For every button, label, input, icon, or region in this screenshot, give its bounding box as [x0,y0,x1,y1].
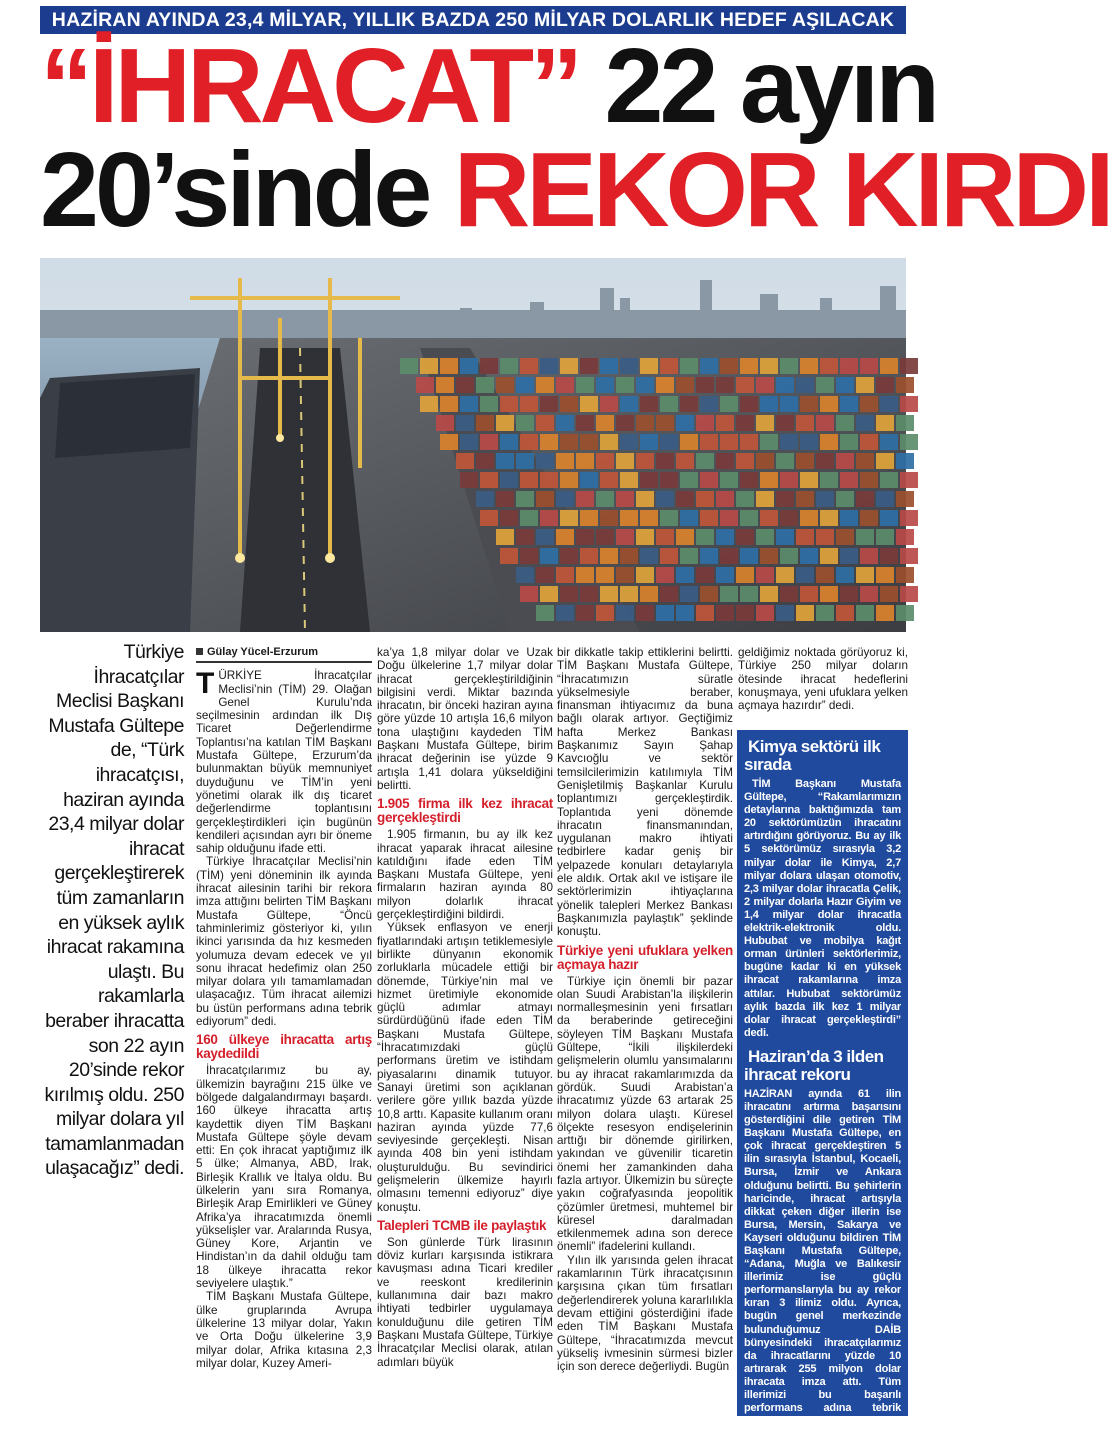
subheading: Türkiye yeni ufuklara yelken açmaya hazır [557,942,733,972]
headline-line2-black: 20’sinde [40,131,454,249]
paragraph: geldiğimiz noktada görüyoruz ki, Türkiye 250 milyar doların ötesinde ihracat hedeflerini konuşmaya, yeni ufuklara yelken açmaya hazırdır” dedi. [738,646,908,713]
paragraph: 1.905 firmanın, bu ay ilk kez ihracat yaparak ihracat ailesine katıldığını ifade eden TİM Başkanı Mustafa Gültepe, yeni firmaların haziran ayında 80 milyon dolarlık ihracat gerçekleştirdiğini bildirdi. [377,828,553,922]
box-paragraph [744,1088,901,1428]
lead-paragraph: Türkiye İhracatçılar Meclisi Başkanı Mustafa Gültepe de, “Türk ihracatçısı, haziran ayında 23,4 milyar dolar ihracat gerçekleştirerek tüm zamanların en yüksek aylık ihracat rakamına ulaştı. Bu rakamlarla beraber ihracatta son 22 ayın 20’sinde rekor kırılmış oldu. 250 milyar dolara yıl tamamlanmadan ulaşacağız” dedi. [44,641,184,1180]
paragraph: Yılın ilk yarısında gelen ihracat rakamlarının Türk ihracatçısının karşısına çıkan tüm fırsatları değerlendirerek yoluna kararlılıkla devam ettiğini gösterdiğini ifade eden TİM Başkanı Mustafa Gültepe, “İhracatımızda mevcut yükseliş ivmesinin sürmesi bizler için son derece değerliydi. Bugün [557,1253,733,1374]
article-column-1 [196,646,372,1370]
box-paragraph: TİM Başkanı Mustafa Gültepe, “Rakamlarımızın detaylarına baktığımızda tam 20 sektörümüzün ihracatını artırdığını görüyoruz. Bu ay ilk 5 sektörümüz sırasıyla 3,2 milyar dolar ile Kimya, 2,7 milyar dolara ulaşan otomotiv, 2,3 milyar dolar ihracatla Çelik, 2 milyar dolarla Hazır Giyim ve 1,4 milyar dolar ihracatla elektrik-elektronik oldu. Hububat ve mobilya kağıt orman ürünleri sektörlerimiz, bugüne kadar ki en yüksek ihracat rakamlarına imza attılar. Hububat sektörümüz aylık bazda ilk kez 1 milyar dolar ihracat gerçekleştirdi” dedi. [744,778,901,1039]
port-container-photo [40,258,906,632]
byline-text: Gülay Yücel-Erzurum [207,646,319,658]
subheading: 160 ülkeye ihracatta artış kaydedildi [196,1032,372,1062]
paragraph: bir dikkatle takip ettiklerini belirtti. TİM Başkanı Mustafa Gültepe, “İhracatımızın süratle yükselmesiyle beraber, finansman ihtiyacımız da buna bağlı olarak artıyor. Geçtiğimiz hafta Merkez Bankası Başkanımız Sayın Şahap Kavcıoğlu ve sektör temsilcilerimizin katılımıyla TİM Genişletilmiş Başkanlar Kurulu toplantımızı gerçekleştirdik. Toplantıda yeni dönemde ihracatın finansmanından, uygulanan makro ihtiyati tedbirlere kadar geniş bir yelpazede konuları detaylarıyla ele aldık. Ortak akıl ve istişare ile sektörlerimizin ihtiyaçlarına yönelik talepleri Merkez Bankası Başkanımızla paylaştık” şeklinde konuştu. [557,646,733,939]
headline-red-word: “İHRACAT” [40,27,580,145]
paragraph-text: ÜRKİYE İhracatçılar Meclisi’nin (TİM) 29. Olağan Genel Kurulu’nda seçilmesinin ardından ilk Dış Ticaret Değerlendirme Toplantısı’na katılan TİM Başkanı Mustafa Gültepe, Erzurum’da bulunmaktan büyük memnuniyet duyduğunu ve TİM’in yeni yönetimi olarak ilk dış ticaret değerlendirme toplantısını gerçekleştirdikleri için bugünün kendileri açısından ayrı bir öneme sahip olduğunu ifade etti. [196,669,372,856]
subheading: 1.905 firma ilk kez ihracat gerçekleştirdi [377,796,553,826]
box-heading: Haziran’da 3 ilden ihracat rekoru [744,1046,884,1084]
paragraph: İhracatçılarımız bu ay, ülkemizin bayrağını 215 ülke ve bölgede dalgalandırmayı başardı. 160 ülkeye ihracatta artış kaydettik diyen TİM Başkanı Mustafa Gültepe şöyle devam etti: En çok ihracat yaptığımız ilk 5 ülke; Almanya, ABD, Irak, Birleşik Krallık ve İtalya oldu. Bu ülkelerin yanı sıra Romanya, Birleşik Arap Emirlikleri ve Güney Afrika’ya ihracatımızda önemli yükselişler var. Aralarında Rusya, Güney Kore, Arjantin ve Hindistan’ın da dahil olduğu tam 18 ülkeye ihracatta rekor seviyelere ulaştık.” [196,1064,372,1291]
article-column-3 [557,646,733,1373]
sidebar-box [737,730,908,1428]
paragraph: Yüksek enflasyon ve enerji fiyatlarındaki artışın tetiklemesiyle birlikte dünyanın ekonomik zorluklarla mücadele ettiği bir dönemde, Türkiye’nin mal ve hizmet üretimiyle ekonomide güçlü adımlar atmayı sürdürdüğünü ifade eden TİM Başkanı Mustafa Gültepe, “İhracatımızdaki güçlü performans üretim ve istihdam piyasalarını dinamik tutuyor. Sanayi üretimi son açıklanan verilere göre yıllık bazda yüzde 10,8 arttı. Kapasite kullanım oranı haziran ayında yüzde 77,6 seviyesinde gerçekleşti. Nisan ayında 408 bin yeni istihdam oluşturulduğu. Bu sevindirici gelişmelerin ülkemize hayırlı olmasını temenni ediyoruz” diye konuştu. [377,921,553,1214]
byline [196,646,372,663]
box-paragraph-lead: HAZİRAN [744,1087,793,1100]
paragraph [196,669,372,855]
article-column-4 [738,646,908,712]
article-column-2 [377,646,553,1369]
dropcap: T [196,667,215,701]
box-heading: Kimya sektörü ilk sırada [744,737,881,774]
headline-line2-red: REKOR KIRDI [453,131,1111,249]
paragraph: TİM Başkanı Mustafa Gültepe, ülke gruplarında Avrupa ülkelerine 13 milyar dolar, Yakın ve Orta Doğu ülkelerine 3,9 milyar dolar, Afrika kıtasına 2,3 milyar dolar, Kuzey Ameri- [196,1290,372,1370]
kicker-banner: HAZİRAN AYINDA 23,4 MİLYAR, YILLIK BAZDA 250 MİLYAR DOLARLIK HEDEF AŞILACAK [40,6,906,34]
subheading: Talepleri TCMB ile paylaştık [377,1217,547,1233]
headline-black-words: 22 ayın [579,27,937,145]
paragraph: Türkiye için önemli bir pazar olan Suudi Arabistan’la ilişkilerin normalleşmesinin yeni fırsatları da beraberinde getireceğini söyleyen TİM Başkanı Mustafa Gültepe, “İkili ilişkilerdeki gelişmelerin olumlu yansımalarını bu ay ihracat rakamlarımızda da gördük. Suudi Arabistan’a ihracatımız yüzde 63 artarak 25 milyon dolara ulaştı. Küresel ölçekte resesyon endişelerinin arttığı bir dönemde girilirken, yakından ve güvenilir ticaretin önemi her zamankinden daha fazla artıyor. Ülkemizin bu süreçte yakın coğrafyasında jeopolitik çözümler üretmesi, muhtemel bir küresel daralmadan etkilenmemek adına son derece önemli” ifadelerini kullandı. [557,974,733,1254]
box-paragraph-text: ayında 61 ilin ihracatını artırma başarısını gösterdiğini dile getiren TİM Başkanı Mustafa Gültepe, en çok ihracat gerçekleştiren 5 ilin sırasıyla İstanbul, Kocaeli, Bursa, İzmir ve Ankara olduğunu belirtti. Bu şehirlerin haricinde, ihracat artışıyla dikkat çeken diğer illerin ise Bursa, Mersin, Sakarya ve Kayseri olduğunu bildiren TİM Başkanı Mustafa Gültepe, “Adana, Muğla ve Balıkesir illerimiz ise güçlü performanslarıyla bu ay rekor kıran 3 ilimiz oldu. Ayrıca, bugün genel merkezinde bulunduğumuz DAİB bünyesindeki ihracatçılarımız da ihracatlarını yüzde 10 artırarak 255 milyon dolar ihracata imza attı. Tüm illerimizi bu başarılı performans adına tebrik ediyorum” şeklinde konuştu. [744,1087,901,1428]
paragraph: Türkiye İhracatçılar Meclisi’nin (TİM) yeni döneminin ilk ayında ihracat ailesinin tarihi bir rekora imza attığını belirten TİM Başkanı Mustafa Gültepe, “Öncü tahminlerimiz gösteriyor ki, yılın ikinci yarısında da hız kesmeden yolumuza devam edecek ve yıl sonu ihracat hedefimiz olan 250 milyar dolara yılı tamamlamadan ulaşacağız. Tüm ihracat ailemizi bu üstün performans adına tebrik ediyorum” dedi. [196,855,372,1029]
paragraph: Son günlerde Türk lirasının döviz kurları karşısında istikrara kavuşması adına Ticari krediler ve reeskont kredilerinin kullanımına dair bazı makro ihtiyati tedbirler uygulamaya konulduğunu dile getiren TİM Başkanı Mustafa Gültepe, Türkiye İhracatçılar Meclisi olarak, atılan adımları büyük [377,1235,553,1369]
paragraph: ka’ya 1,8 milyar dolar ve Uzak Doğu ülkelerine 1,7 milyar dolar ihracat gerçekleştirildiğinin bilgisini verdi. Miktar bazında ihracatın, bir önceki haziran ayına göre yüzde 10 artışla 16,6 milyon tona ulaştığını kaydeden TİM Başkanı Mustafa Gültepe, birim ihracat değerinin ise yüzde 9 artışla 1,41 dolara yükseldiğini belirtti. [377,646,553,792]
